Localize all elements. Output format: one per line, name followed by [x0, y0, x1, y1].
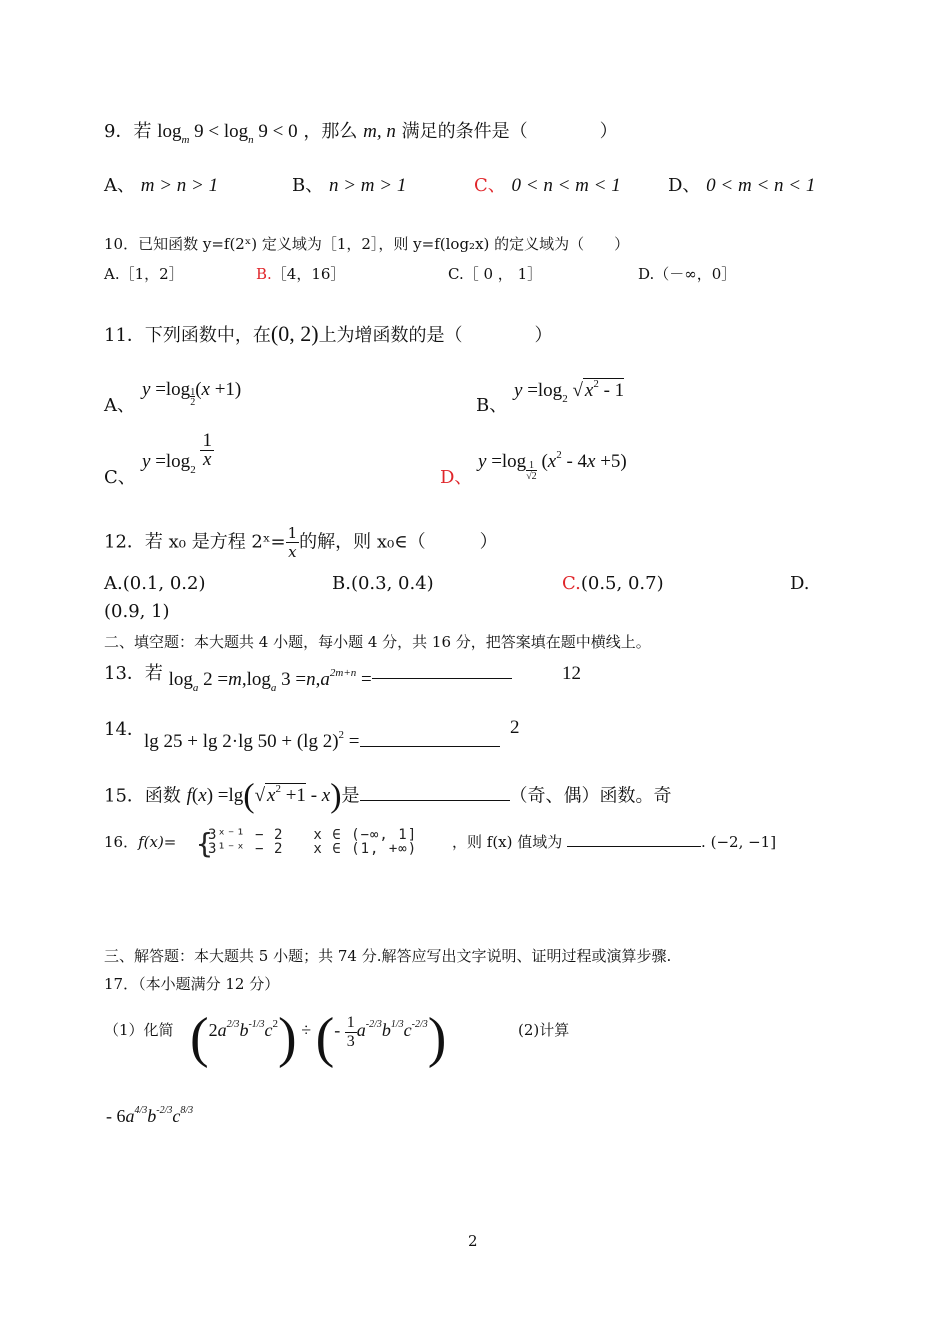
- q9-stem: [104, 120, 618, 146]
- q10-option-c: C.［ 0 ， 1］: [448, 265, 543, 283]
- q12-option-d-label: D.: [790, 573, 810, 594]
- q12-option-d-text: (0.9, 1): [104, 601, 170, 622]
- q9-stem-b: ，那么: [303, 121, 358, 142]
- q16-tail: ，则 f(x) 值域为 . (−2, −1]: [452, 833, 777, 851]
- q11-option-d-expr: y =log 1 √2 $(x^2 - 4x +5)$: [478, 449, 627, 482]
- q14-expr: lg 25 + lg 2·lg 50 + (lg 2)$^2$ =: [144, 730, 500, 756]
- q9-option-a: A、 m > n > 1: [104, 175, 219, 196]
- q10-option-d: D.（－∞，0］: [638, 265, 737, 283]
- q16-piecewise: { 3ˣ⁻¹ − 2 x ∈ (−∞, 1] 3¹⁻ˣ − 2 x ∈ (1, +∞): [196, 827, 418, 860]
- q14-answer: 2: [510, 717, 520, 738]
- q9-inequality: $\log_m 9 < \log_n 9 < 0$: [157, 121, 298, 146]
- section-3-heading: 三、解答题：本大题共 5 小题；共 74 分.解答应写出文字说明、证明过程或演算步骤.: [104, 947, 672, 965]
- q9-option-d: D、 0 < m < n < 1: [668, 175, 816, 196]
- q17-part1-expr: $(2a^{2/3}b^{-1/3}c^2)$ ÷ (- $\frac{1}{3}$ $a^{-2/3}b^{1/3}c^{-2/3}$): [190, 1007, 447, 1069]
- q15-answer-blank: [360, 800, 510, 801]
- q13-line: 13．若 $\log_a 2 =m,\log_a$ $3 =n,a^{2m+n}$ =: [104, 662, 512, 688]
- q15-answer: 奇: [653, 785, 672, 807]
- q13-answer-blank: [372, 678, 512, 679]
- q17-part1-label: （1）化简: [104, 1021, 174, 1039]
- q10-stem: 10．已知函数 y=f(2ˣ) 定义域为［1，2］，则 y=f(log₂x) 的定义域为（ ）: [104, 235, 630, 253]
- q9-vars: m, n: [363, 121, 396, 142]
- q9-stem-c: 满足的条件是（ ）: [401, 121, 618, 142]
- q12-option-c: C.(0.5, 0.7): [562, 573, 664, 594]
- q12-option-a: A.(0.1, 0.2): [104, 573, 206, 594]
- q14-label: 14．: [104, 719, 145, 740]
- q12-stem: 12．若 x₀ 是方程 2ˣ= $\frac{1}{x}$ 的解，则 x₀∈（ ）: [104, 524, 498, 561]
- q17-title: 17．（本小题满分 12 分）: [104, 975, 280, 993]
- q9-option-b: B、 n > m > 1: [292, 175, 407, 196]
- q16-answer-blank: [567, 846, 701, 847]
- q16-answer: (−2, −1]: [710, 833, 777, 851]
- q11-option-d-label: D、: [440, 467, 473, 488]
- q17-part2-label: (2)计算: [518, 1021, 570, 1039]
- q11-stem: 11．下列函数中，在(0, 2)上为增函数的是（ ）: [104, 321, 553, 346]
- q11-option-b-label: B、: [476, 395, 508, 416]
- q10-option-a: A.［1，2］: [104, 265, 184, 283]
- q11-option-c-expr: $y =\log_2$ $\frac{1}{x}$: [142, 430, 212, 476]
- q9-stem-a: 9．若: [104, 121, 152, 142]
- section-2-heading: 二、填空题：本大题共 4 小题，每小题 4 分，共 16 分，把答案填在题中横线上。: [104, 633, 651, 651]
- q14-answer-blank: [360, 746, 500, 747]
- q11-option-a-label: A、: [104, 395, 135, 416]
- page-number: 2: [468, 1232, 478, 1250]
- q16-line: 16．f(x)=: [104, 833, 177, 851]
- q11-option-b-expr: $y =\log_2$ √ $x^2 - 1$: [514, 378, 625, 405]
- q11-option-a-expr: y =log1 2(x +1): [142, 379, 242, 408]
- q11-interval: (0, 2): [270, 321, 319, 346]
- q13-answer: 12: [562, 663, 581, 684]
- q9-option-c: C、 0 < n < m < 1: [474, 175, 621, 196]
- q15-line: 15．函数 f(x) =lg(√ $x^2 +1 - x$)是 （奇、偶）函数。奇: [104, 778, 672, 815]
- q17-answer: - $6a^{4/3}b^{-2/3}c^{8/3}$: [106, 1105, 194, 1126]
- q12-option-b: B.(0.3, 0.4): [332, 573, 434, 594]
- q11-option-c-label: C、: [104, 467, 136, 488]
- q10-option-b: B.［4，16］: [256, 265, 346, 283]
